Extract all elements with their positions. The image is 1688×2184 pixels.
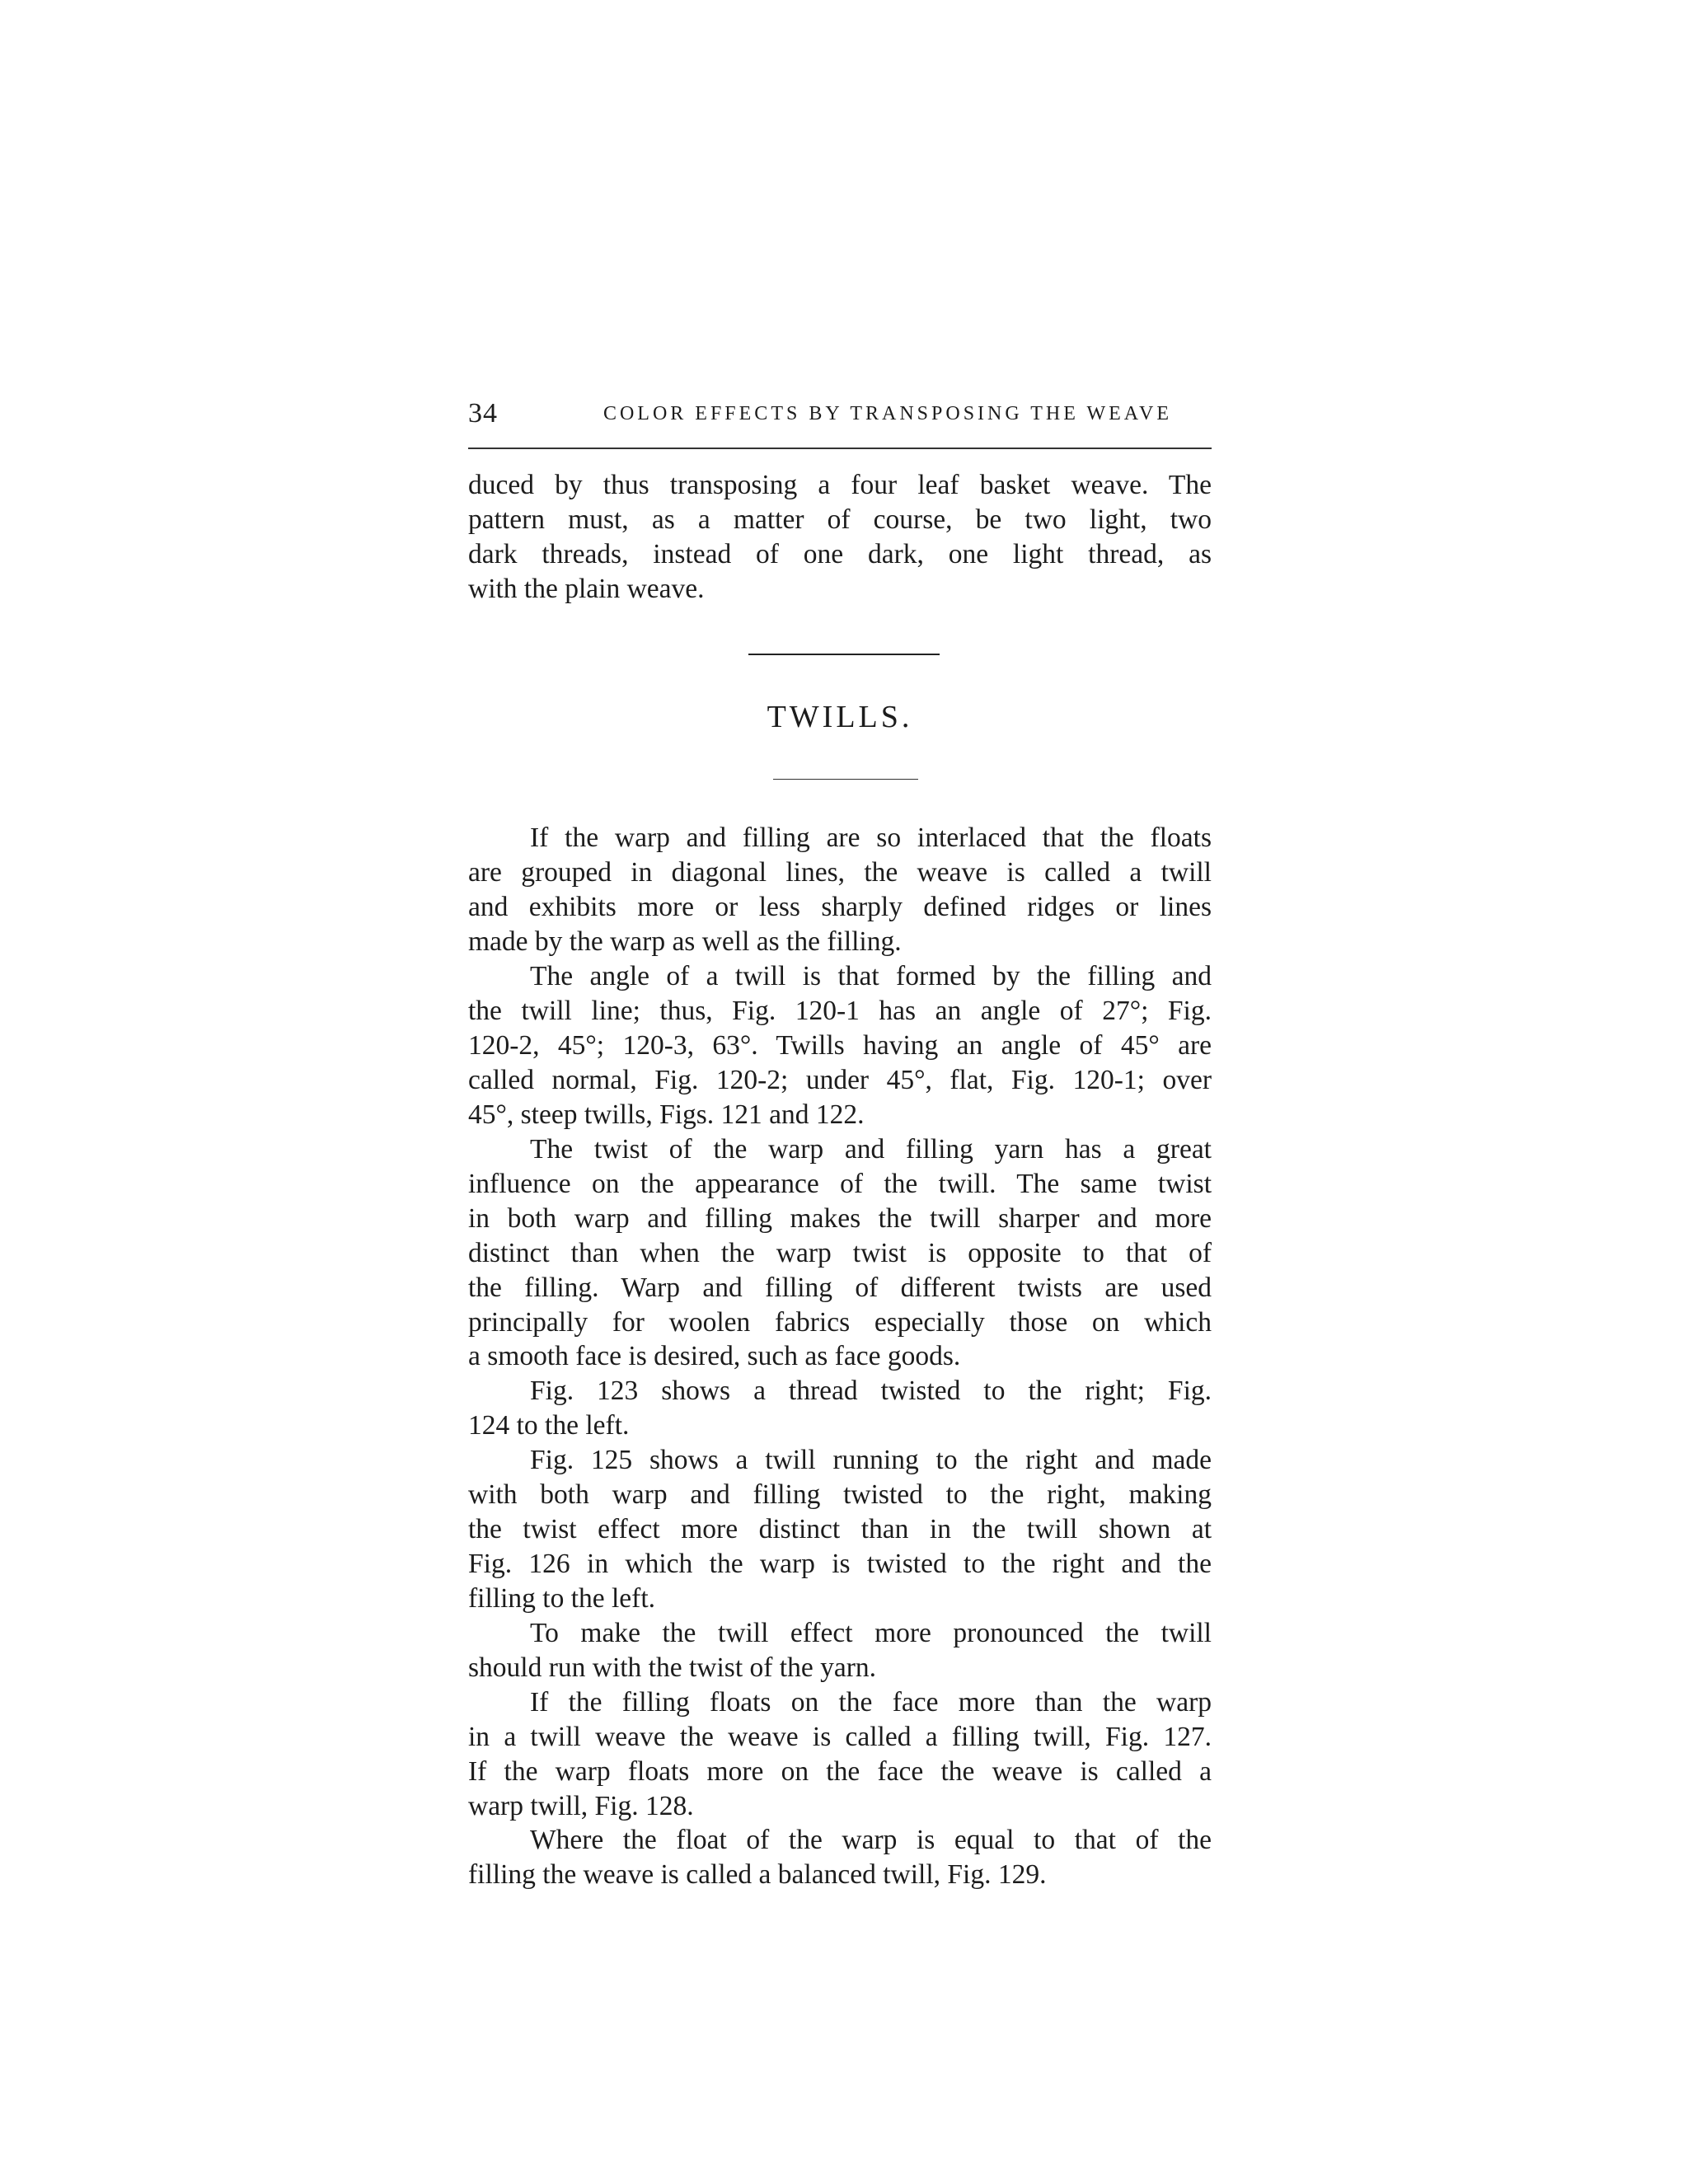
text-line: influence on the appearance of the twill. The same twist xyxy=(468,1168,1212,1199)
text-line: filling to the left. xyxy=(468,1582,656,1614)
header-rule xyxy=(468,448,1212,449)
text-line: dark threads, instead of one dark, one light thread, as xyxy=(468,538,1212,569)
body-paragraph xyxy=(468,1374,1212,1443)
text-line: If the warp and filling are so interlaced that the floats xyxy=(530,823,1212,853)
text-line: Fig. 125 shows a twill running to the right and made xyxy=(530,1445,1212,1475)
running-head: COLOR EFFECTS BY TRANSPOSING THE WEAVE xyxy=(603,403,1173,424)
text-line: If the filling floats on the face more than the warp xyxy=(530,1687,1212,1718)
text-line: duced by thus transposing a four leaf basket weave. The xyxy=(468,470,1212,500)
text-line: principally for woolen fabrics especially those on which xyxy=(468,1306,1212,1338)
text-line: Fig. 126 in which the warp is twisted to the right and the xyxy=(468,1548,1212,1579)
text-line: made by the warp as well as the filling. xyxy=(468,926,902,957)
text-line: the twist effect more distinct than in the twill shown at xyxy=(468,1513,1212,1544)
text-line: with both warp and filling twisted to the right, making xyxy=(468,1479,1212,1510)
section-heading: TWILLS. xyxy=(767,700,913,734)
text-line: To make the twill effect more pronounced the twill xyxy=(530,1618,1212,1648)
page-number: 34 xyxy=(468,398,498,429)
text-line: are grouped in diagonal lines, the weave is called a twill xyxy=(468,856,1212,888)
text-line: If the warp floats more on the face the weave is called a xyxy=(468,1755,1212,1787)
text-line: 45°, steep twills, Figs. 121 and 122. xyxy=(468,1099,865,1130)
text-line: in a twill weave the weave is called a filling twill, Fig. 127. xyxy=(468,1721,1212,1752)
section-rule-bottom xyxy=(773,779,918,780)
body-paragraph xyxy=(468,1616,1212,1685)
text-line: The angle of a twill is that formed by the filling and xyxy=(530,961,1212,991)
intro-paragraph xyxy=(468,468,1212,607)
text-line: warp twill, Fig. 128. xyxy=(468,1790,694,1821)
text-line: in both warp and filling makes the twill sharper and more xyxy=(468,1202,1212,1234)
page-header xyxy=(468,398,1212,448)
text-line: called normal, Fig. 120-2; under 45°, flat, Fig. 120-1; over xyxy=(468,1064,1212,1095)
text-line: a smooth face is desired, such as face goods. xyxy=(468,1341,961,1372)
text-line: Where the float of the warp is equal to that of the xyxy=(530,1825,1212,1855)
text-line: should run with the twist of the yarn. xyxy=(468,1652,876,1683)
text-line: distinct than when the warp twist is opposite to that of xyxy=(468,1237,1212,1268)
text-line: with the plain weave. xyxy=(468,573,705,604)
text-line: filling the weave is called a balanced twill, Fig. 129. xyxy=(468,1858,1047,1890)
text-line: pattern must, as a matter of course, be two light, two xyxy=(468,504,1212,535)
body-paragraph xyxy=(468,1685,1212,1824)
text-line: the filling. Warp and filling of different twists are used xyxy=(468,1272,1212,1303)
text-line: Fig. 123 shows a thread twisted to the right; Fig. xyxy=(530,1376,1212,1406)
text-line: and exhibits more or less sharply defined ridges or lines xyxy=(468,891,1212,922)
text-line: the twill line; thus, Fig. 120-1 has an angle of 27°; Fig. xyxy=(468,995,1212,1026)
body-paragraph xyxy=(468,1443,1212,1616)
body-paragraph xyxy=(468,821,1212,959)
text-line: 124 to the left. xyxy=(468,1409,630,1441)
section-rule-top xyxy=(748,654,940,655)
body-paragraph xyxy=(468,1823,1212,1892)
text-line: 120-2, 45°; 120-3, 63°. Twills having an angle of 45° are xyxy=(468,1029,1212,1061)
text-line: The twist of the warp and filling yarn has a great xyxy=(530,1134,1212,1165)
body-paragraph xyxy=(468,1132,1212,1374)
body-paragraph xyxy=(468,959,1212,1132)
